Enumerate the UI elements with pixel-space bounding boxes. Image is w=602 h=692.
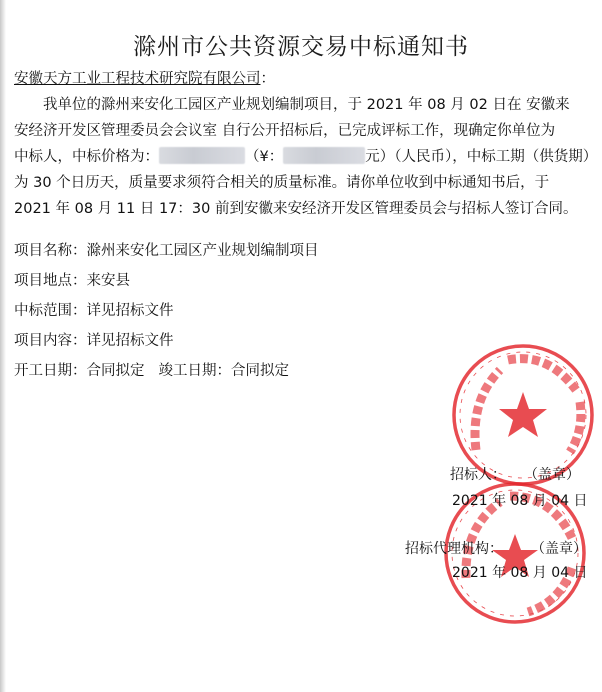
- document-title: 滁州市公共资源交易中标通知书: [133, 34, 469, 60]
- project-fields: [14, 236, 319, 386]
- tenderer-seal-text: （盖章）: [524, 467, 580, 483]
- bid-price-yen-label: （¥：: [245, 149, 284, 165]
- body-line-4: 为 30 个日历天，质量要求须符合相关的质量标准。请你单位收到中标通知书后，于: [14, 175, 550, 191]
- field-dates: [14, 356, 319, 386]
- agent-date: 2021 年 08 月 04 日: [452, 565, 588, 581]
- tenderer-signature-line: [450, 464, 580, 484]
- field-location: 项目地点：来安县: [14, 273, 130, 289]
- field-content: 项目内容：详见招标文件: [14, 333, 174, 349]
- field-project-name: 项目名称：滁州来安化工园区产业规划编制项目: [14, 243, 319, 259]
- redacted-price-chinese: [159, 147, 245, 164]
- winning-company-name: 安徽天方工业工程技术研究院有限公司: [14, 71, 261, 87]
- body-line-3: [14, 144, 599, 170]
- body-line-1: 我单位的滁州来安化工园区产业规划编制项目，于 2021 年 08 月 02 日在 安徽来: [43, 97, 570, 113]
- bid-price-label: 中标人，中标价格为：: [14, 149, 159, 165]
- body-line-5: 2021 年 08 月 11 日 17：30 前到安徽来安经济开发区管理委员会与招标人签订合同。: [14, 201, 578, 217]
- scan-edge-shadow: [0, 0, 6, 692]
- tenderer-date: 2021 年 08 月 04 日: [452, 493, 588, 509]
- agent-signature-line: [405, 538, 587, 558]
- tenderer-label: 招标人：: [450, 467, 506, 483]
- body-line-2: 安经济开发区管理委员会会议室 自行公开招标后，已完成评标工作，现确定你单位为: [14, 123, 556, 139]
- field-start-date: 开工日期：合同拟定: [14, 363, 145, 379]
- agent-label: 招标代理机构：: [405, 541, 503, 557]
- field-end-date: 竣工日期：合同拟定: [158, 363, 289, 379]
- notice-body: [14, 92, 599, 222]
- addressee-colon: ：: [260, 71, 275, 87]
- agent-seal-text: （盖章）: [531, 541, 587, 557]
- field-scope: 中标范围：详见招标文件: [14, 303, 174, 319]
- bid-price-suffix: 元）（人民币），中标工期（供货期）: [365, 149, 598, 165]
- redacted-price-number: [283, 147, 365, 164]
- addressee: [14, 67, 275, 88]
